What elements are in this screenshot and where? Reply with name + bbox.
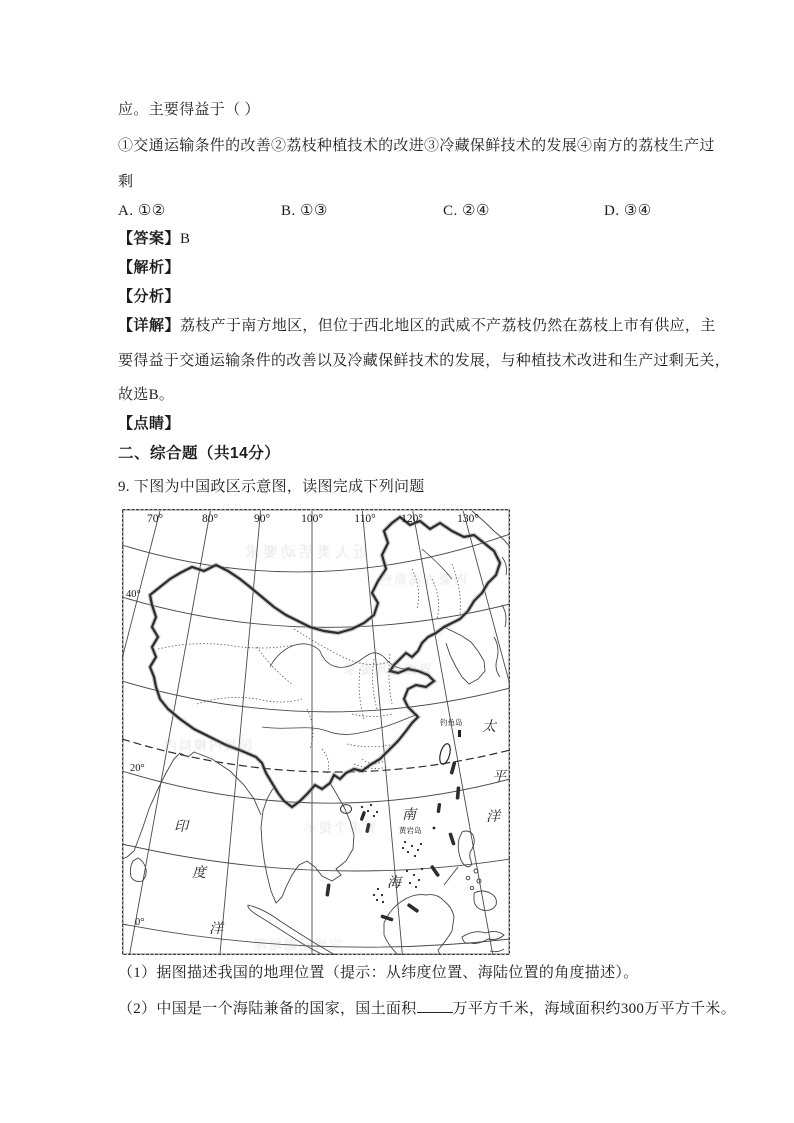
answer-value: B bbox=[180, 231, 191, 247]
indian-ocean-char-1: 印 bbox=[174, 820, 188, 835]
indian-ocean-char-2: 度 bbox=[192, 866, 206, 881]
numbered-items-line1: ①交通运输条件的改善②荔枝种植技术的改进③冷藏保鲜技术的发展④南方的荔枝生产过 bbox=[118, 138, 715, 154]
sub-question-2-prefix: （2）中国是一个海陆兼备的国家，国土面积 bbox=[118, 1001, 417, 1017]
bleedthrough-text: 要求个提示 bbox=[302, 820, 378, 835]
lon-label-110: 110° bbox=[354, 513, 376, 525]
huangyan-island-dot bbox=[433, 827, 436, 830]
lon-label-100: 100° bbox=[301, 513, 323, 525]
lat-label-20: 20° bbox=[130, 763, 145, 774]
pacific-char-3: 洋 bbox=[486, 810, 500, 825]
bleedthrough-text: 近人类活动要求 bbox=[242, 545, 369, 561]
indian-ocean-char-3: 洋 bbox=[209, 922, 223, 937]
detail-line1 bbox=[118, 316, 716, 336]
fill-in-blank bbox=[417, 999, 453, 1013]
sub-question-1: （1）据图描述我国的地理位置（提示：从纬度位置、海陆位置的角度描述）。 bbox=[118, 965, 639, 981]
answer-line bbox=[118, 229, 190, 249]
sub-question-2-suffix: 万平方千米，海域面积约300万平方千米。 bbox=[452, 1001, 737, 1017]
fenxi-label: 【分析】 bbox=[118, 288, 181, 305]
bleedthrough-text: 国境内模拟内 bbox=[162, 738, 253, 753]
latitude-labels bbox=[126, 589, 145, 928]
lat-label-0: 0° bbox=[135, 917, 145, 928]
detail-line2: 要得益于交通运输条件的改善以及冷藏保鲜技术的发展，与种植技术改进和生产过剩无关， bbox=[118, 353, 731, 369]
choice-d: D. ③④ bbox=[604, 203, 652, 219]
lon-label-90: 90° bbox=[253, 513, 271, 525]
sea-labels bbox=[174, 717, 508, 937]
xiangjie-label: 【详解】 bbox=[118, 317, 181, 334]
lon-label-120: 120° bbox=[401, 513, 423, 525]
lon-label-80: 80° bbox=[201, 513, 219, 525]
bleedthrough-text: 界面地理要求 bbox=[342, 662, 433, 677]
question9-intro: 9. 下图为中国政区示意图，读图完成下列问题 bbox=[118, 479, 425, 495]
map-frame-halo bbox=[123, 510, 510, 955]
lon-label-130: 130° bbox=[457, 513, 479, 525]
numbered-items-line2: 剩 bbox=[118, 174, 134, 190]
lon-label-70: 70° bbox=[146, 513, 164, 525]
sub-question-2 bbox=[118, 999, 736, 1019]
pacific-char-1: 太 bbox=[482, 720, 496, 735]
diaoyu-island-label: 钓鱼岛 bbox=[440, 718, 463, 727]
section-heading: 二、综合题（共14分） bbox=[118, 445, 281, 462]
bleedthrough-text: 内蒙古高原些 bbox=[377, 572, 468, 587]
map-frame bbox=[123, 510, 510, 955]
longitude-labels bbox=[147, 513, 479, 525]
foreign-coastlines bbox=[122, 511, 510, 955]
south-sea-char-2: 海 bbox=[387, 876, 401, 891]
lat-label-40: 40° bbox=[126, 589, 141, 600]
bleedthrough-text: 完成问题地理 bbox=[252, 937, 343, 952]
jiexi-label: 【解析】 bbox=[118, 259, 181, 276]
pacific-char-2: 平 bbox=[492, 770, 506, 785]
choice-a: A. ①② bbox=[118, 203, 166, 219]
choice-b: B. ①③ bbox=[281, 203, 328, 219]
detail-text1: 荔枝产于南方地区，但位于西北地区的武威不产荔枝仍然在荔枝上市有供应，主 bbox=[180, 318, 716, 334]
diaoyu-island-mark bbox=[458, 730, 461, 737]
china-political-map bbox=[122, 509, 510, 955]
question-stem-tail: 应。主要得益于（ ） bbox=[118, 102, 260, 118]
china-map-svg bbox=[122, 509, 510, 955]
graticule bbox=[122, 511, 510, 955]
south-sea-char-1: 南 bbox=[402, 808, 416, 823]
dianjing-label: 【点睛】 bbox=[118, 415, 181, 432]
answer-label: 【答案】 bbox=[118, 230, 181, 247]
choice-c: C. ②④ bbox=[443, 203, 490, 219]
detail-line3: 故选B。 bbox=[118, 387, 175, 403]
huangyan-island-label: 黄岩岛 bbox=[399, 826, 422, 835]
